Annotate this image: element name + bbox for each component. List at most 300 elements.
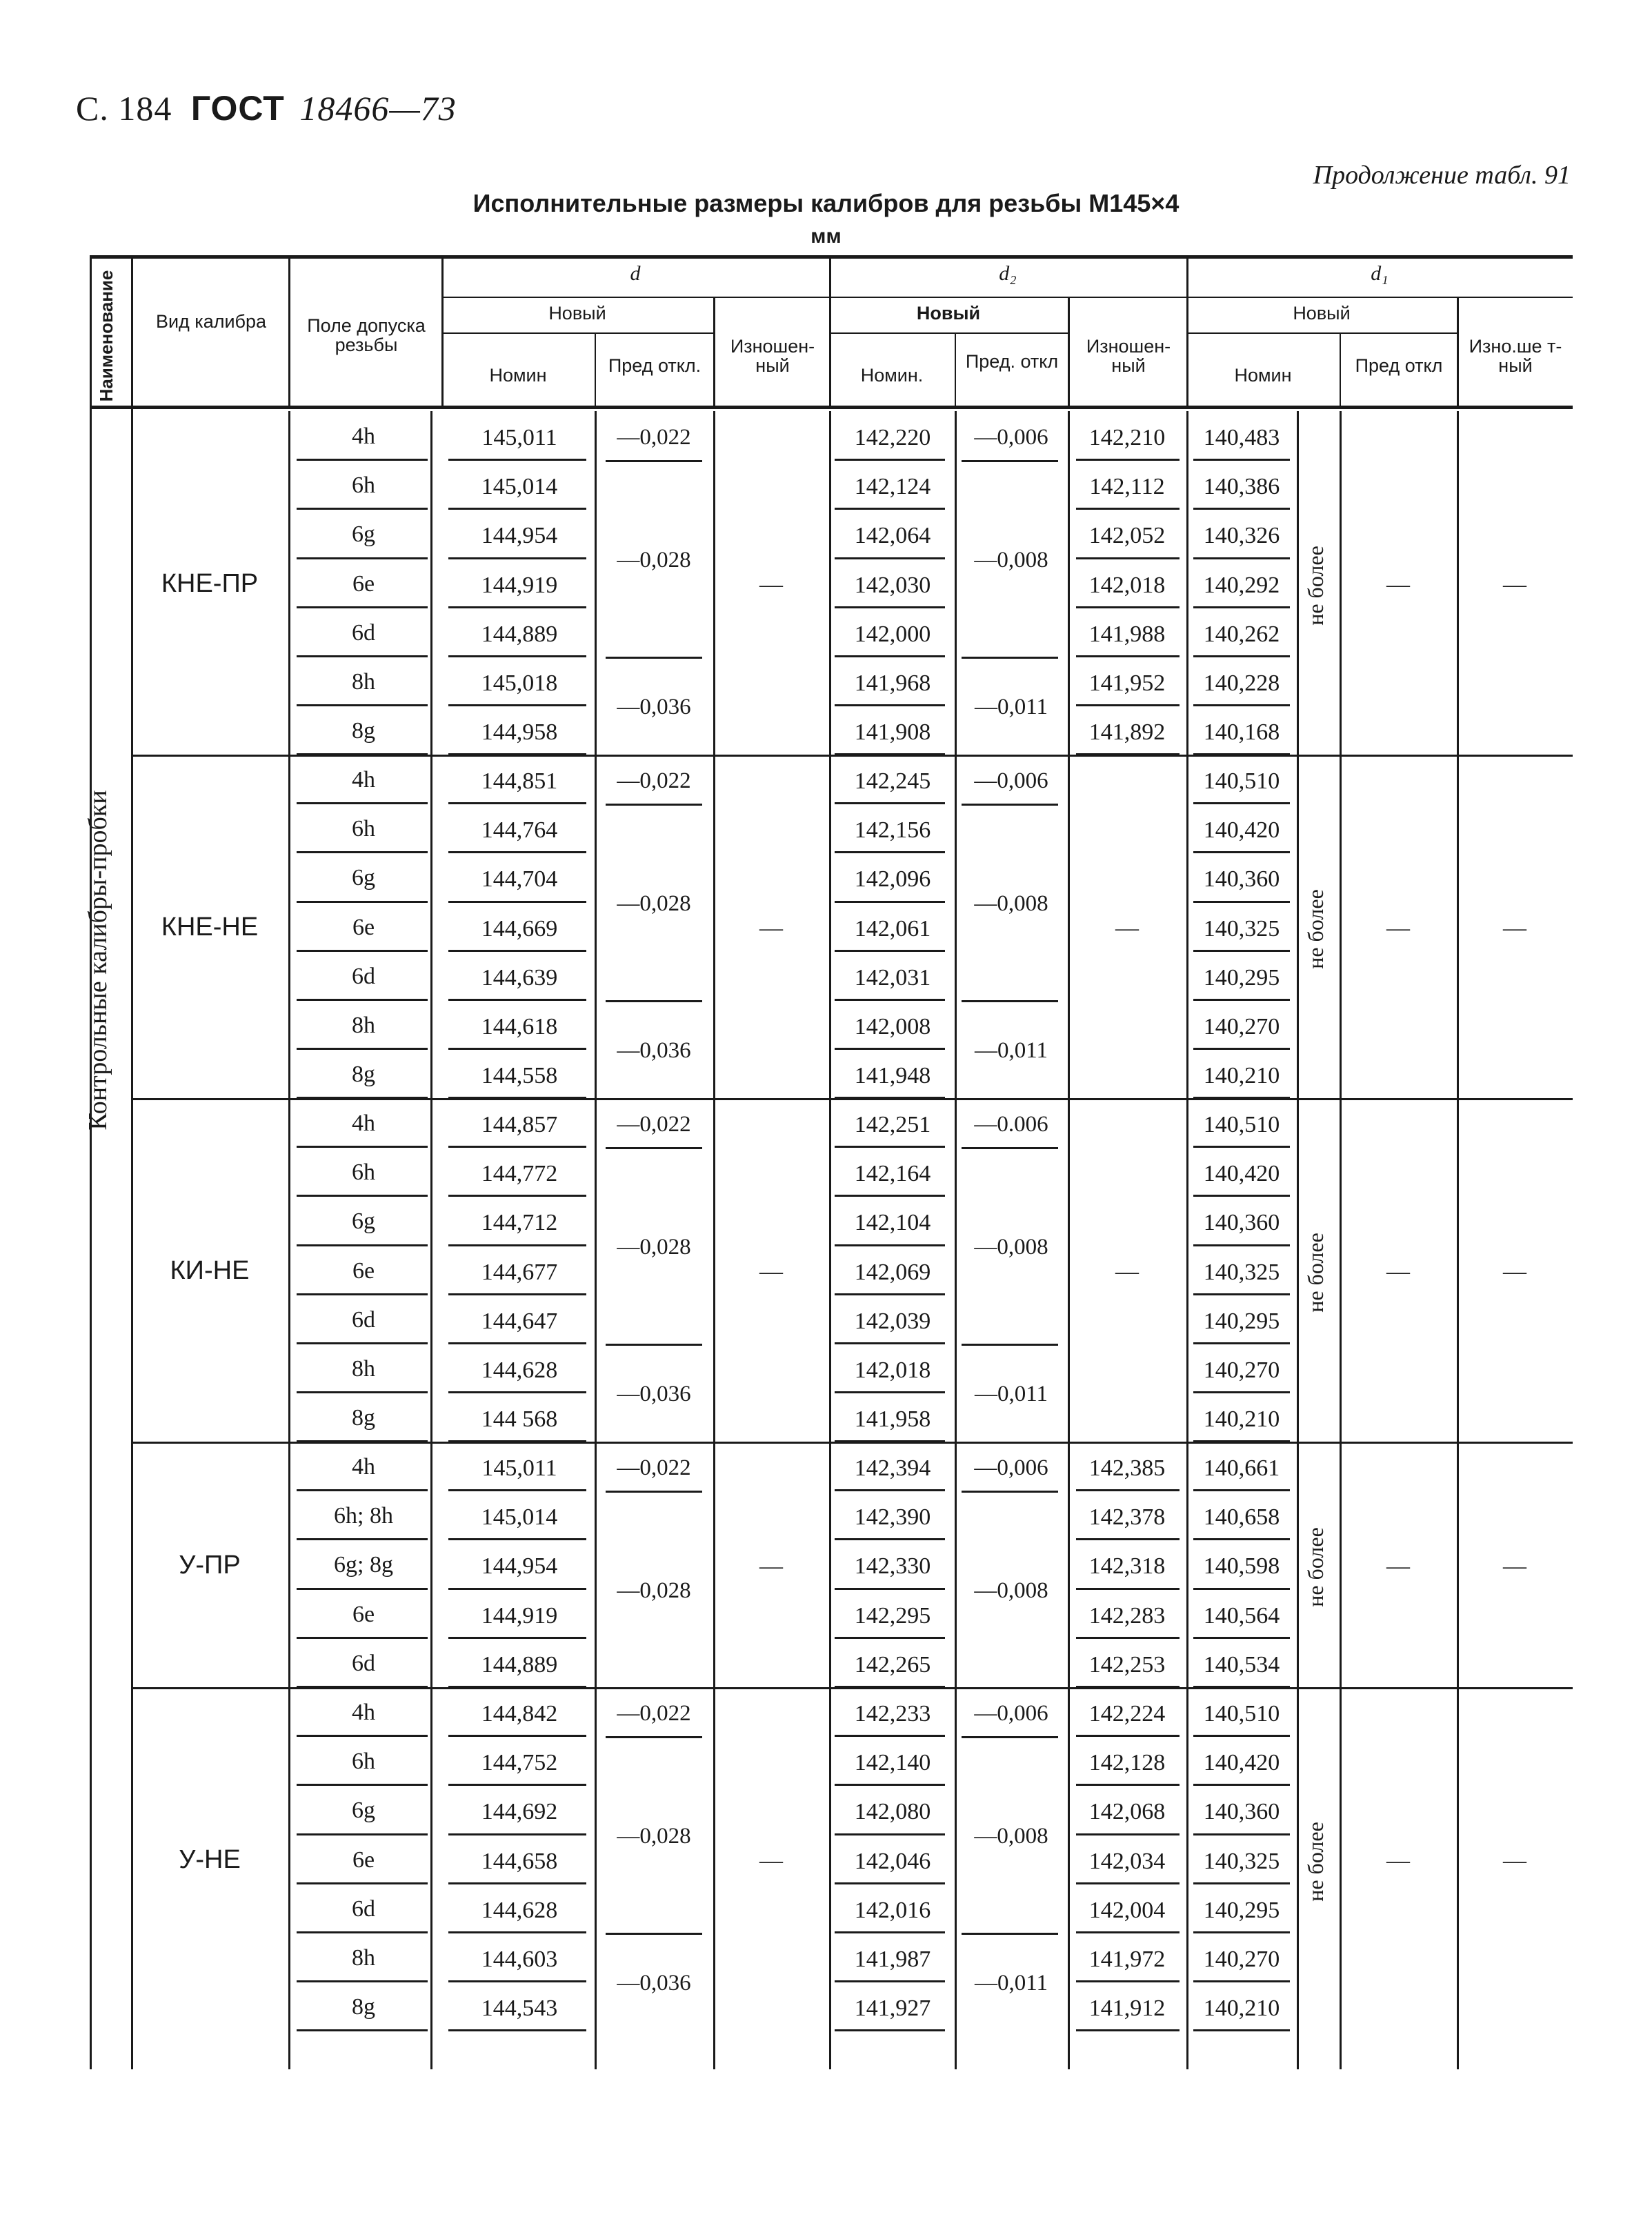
value-underline	[448, 606, 586, 608]
d-nominal-value: 144,889	[481, 621, 558, 647]
value-underline	[297, 950, 428, 952]
value-underline	[1193, 901, 1290, 903]
value-underline	[297, 1637, 428, 1639]
d2-nominal-value: 142,394	[854, 1455, 931, 1481]
d-nominal-value: 145,018	[481, 670, 558, 696]
d-deviation-value: —0,028	[617, 1578, 691, 1603]
value-underline	[1076, 1538, 1180, 1540]
value-underline	[1076, 1931, 1180, 1933]
value-underline	[1076, 704, 1180, 706]
d-deviation-value: —0,022	[617, 768, 691, 793]
unit-label: мм	[810, 225, 842, 248]
value-underline	[835, 950, 945, 952]
value-underline	[835, 1146, 945, 1148]
value-underline	[1076, 1588, 1180, 1590]
d2-nominal-value: 142,030	[854, 572, 931, 598]
d2-nominal-value: 142,245	[854, 768, 931, 794]
d2-nominal-value: 142,064	[854, 523, 931, 549]
value-underline	[1193, 1735, 1290, 1737]
d2-nominal-value: 142,039	[854, 1308, 931, 1334]
value-underline	[1193, 950, 1290, 952]
column-rule	[1297, 411, 1299, 2069]
value-underline	[448, 1784, 586, 1786]
value-underline	[1193, 1882, 1290, 1884]
d1-nominal-value: 140,510	[1203, 1112, 1280, 1137]
tolerance-field: 6h	[352, 816, 375, 842]
d1-nominal-value: 140,228	[1203, 670, 1280, 696]
d1-nominal-value: 140,661	[1203, 1455, 1280, 1481]
row-rule	[606, 1344, 702, 1346]
row-rule	[131, 1687, 1573, 1689]
column-rule	[829, 411, 831, 2069]
d1-nominal-value: 140,210	[1203, 1063, 1280, 1089]
value-underline	[1076, 508, 1180, 510]
tolerance-field: 8g	[352, 718, 375, 744]
d2-nominal-value: 141,948	[854, 1063, 931, 1089]
column-rule	[1457, 411, 1459, 2069]
d2-new: Новый	[916, 303, 981, 324]
d1-nominal-value: 140,360	[1203, 866, 1280, 893]
d-nominal-value: 144,857	[481, 1112, 558, 1137]
value-underline	[448, 1637, 586, 1639]
value-underline	[1076, 2029, 1180, 2031]
d1-nominal-value: 140,270	[1203, 1947, 1280, 1972]
standard-label: ГОСТ	[190, 89, 285, 128]
d-nominal-value: 145,014	[481, 474, 558, 500]
tolerance-field: 4h	[352, 767, 375, 793]
gauge-kind: КНЕ-НЕ	[161, 913, 259, 942]
tolerance-field: 8h	[352, 1945, 375, 1971]
value-underline	[835, 1735, 945, 1737]
value-underline	[835, 1048, 945, 1050]
tolerance-field: 6h	[352, 1749, 375, 1775]
d-deviation: Пред откл.	[608, 355, 701, 376]
tolerance-field: 6d	[352, 1895, 375, 1922]
d1-nominal-value: 140,598	[1203, 1553, 1280, 1580]
d2-deviation-value: —0,008	[974, 547, 1048, 573]
d1-nominal-value: 140,270	[1203, 1014, 1280, 1039]
column-rule	[1340, 411, 1342, 2069]
value-underline	[1193, 459, 1290, 461]
column-d1: d₁	[1371, 262, 1389, 285]
value-underline	[448, 1244, 586, 1246]
d1-nominal-value: 140,325	[1203, 1259, 1280, 1285]
d-nominal: Номин	[489, 365, 547, 386]
d1-nominal-value: 140,325	[1203, 1848, 1280, 1874]
value-underline	[1193, 508, 1290, 510]
d2-deviation-value: —0,008	[974, 1234, 1048, 1260]
d-deviation-value: —0,022	[617, 1455, 691, 1480]
column-rule	[713, 411, 715, 2069]
d-deviation-value: —0,036	[617, 695, 691, 720]
tolerance-field: 8g	[352, 1994, 375, 2020]
d2-worn-value: 142,068	[1088, 1799, 1166, 1825]
d2-nominal-value: 141,968	[854, 670, 931, 696]
row-rule	[962, 657, 1058, 659]
tolerance-field: 6e	[352, 1257, 375, 1284]
d2-nominal-value: 141,987	[854, 1947, 931, 1972]
d2-deviation-value: —0,006	[974, 1700, 1048, 1726]
value-underline	[1193, 1980, 1290, 1982]
d2-nominal-value: 142,104	[854, 1210, 931, 1236]
row-rule	[131, 755, 1573, 757]
d-worn-dash: —	[759, 1259, 783, 1285]
d2-nominal-value: 142,096	[854, 866, 931, 893]
d1-nominal-value: 140,210	[1203, 1406, 1280, 1433]
row-rule	[131, 1442, 1573, 1444]
not-more-label: не более	[1303, 889, 1328, 969]
value-underline	[1193, 1637, 1290, 1639]
d-nominal-value: 144,669	[481, 915, 558, 942]
value-underline	[448, 1489, 586, 1491]
value-underline	[297, 1538, 428, 1540]
value-underline	[835, 1637, 945, 1639]
d-nominal-value: 144,772	[481, 1161, 558, 1187]
tolerance-field: 6d	[352, 619, 375, 646]
d2-nominal-value: 142,018	[854, 1357, 931, 1383]
d2-worn-value: 141,892	[1088, 719, 1166, 746]
d2-worn-value: 142,004	[1088, 1897, 1166, 1923]
tolerance-field: 4h	[352, 1700, 375, 1725]
tolerance-field: 8g	[352, 1062, 375, 1088]
gauge-kind: КИ-НЕ	[170, 1256, 250, 1286]
d2-nominal-value: 142,164	[854, 1161, 931, 1187]
d2-worn-value: 142,034	[1088, 1848, 1166, 1874]
d2-deviation-value: —0.006	[974, 1111, 1048, 1137]
d1-nominal-value: 140,325	[1203, 915, 1280, 942]
value-underline	[297, 1293, 428, 1295]
d-nominal-value: 144,954	[481, 1553, 558, 1580]
d-worn: Изношен-ный	[730, 336, 815, 377]
d1-new: Новый	[1293, 303, 1351, 324]
d2-worn-value: 142,385	[1088, 1455, 1166, 1481]
d1-nominal-value: 140,564	[1203, 1602, 1280, 1629]
d2-deviation-value: —0,011	[974, 1038, 1048, 1064]
d-nominal-value: 144,618	[481, 1014, 558, 1039]
d2-deviation-value: —0,006	[974, 424, 1048, 450]
d2-nominal-value: 142,251	[854, 1112, 931, 1137]
gauge-kind: У-НЕ	[179, 1845, 241, 1875]
d2-nominal-value: 142,061	[854, 915, 931, 942]
value-underline	[835, 1538, 945, 1540]
d2-worn-value: 142,052	[1088, 523, 1166, 549]
value-underline	[1193, 1931, 1290, 1933]
d2-nominal-value: 142,156	[854, 817, 931, 844]
value-underline	[448, 1293, 586, 1295]
value-underline	[297, 999, 428, 1001]
tolerance-field: 6d	[352, 963, 375, 989]
d2-nominal-value: 142,031	[854, 964, 931, 991]
row-rule	[606, 1491, 702, 1493]
tolerance-field: 4h	[352, 424, 375, 449]
tolerance-field: 6g	[352, 865, 375, 891]
value-underline	[297, 1784, 428, 1786]
value-underline	[1193, 1833, 1290, 1835]
d1-deviation-dash: —	[1386, 572, 1410, 598]
value-underline	[1076, 1980, 1180, 1982]
value-underline	[297, 1489, 428, 1491]
tolerance-field: 6e	[352, 914, 375, 940]
d2-nominal-value: 141,927	[854, 1996, 931, 2022]
value-underline	[448, 999, 586, 1001]
d-new: Новый	[548, 303, 606, 324]
d2-nominal-value: 142,008	[854, 1014, 931, 1039]
d1-worn-dash: —	[1503, 1259, 1526, 1285]
value-underline	[835, 704, 945, 706]
tolerance-field: 6g	[352, 521, 375, 548]
standard-number: 18466—73	[299, 89, 457, 128]
page-number: С. 184	[76, 89, 172, 128]
d-deviation-value: —0,022	[617, 424, 691, 450]
tolerance-field: 8g	[352, 1405, 375, 1431]
d-nominal-value: 144,889	[481, 1651, 558, 1678]
d2-worn: Изношен-ный	[1086, 336, 1171, 377]
value-underline	[448, 802, 586, 804]
tolerance-field: 6g	[352, 1208, 375, 1235]
not-more-label: не более	[1303, 1527, 1328, 1607]
column-rule	[1186, 411, 1188, 2069]
d1-nominal-value: 140,420	[1203, 1750, 1280, 1776]
column-d2: d₂	[999, 262, 1017, 285]
d1-nominal-value: 140,420	[1203, 817, 1280, 844]
value-underline	[297, 1931, 428, 1933]
value-underline	[448, 1931, 586, 1933]
d1-nominal-value: 140,295	[1203, 1308, 1280, 1334]
page-header	[76, 88, 457, 128]
tolerance-field: 8h	[352, 1356, 375, 1382]
row-rule	[962, 1344, 1058, 1346]
column-rule	[955, 411, 957, 2069]
d-deviation-value: —0,022	[617, 1700, 691, 1726]
row-rule	[962, 1000, 1058, 1002]
d1-nominal-value: 140,270	[1203, 1357, 1280, 1383]
d-nominal-value: 144,603	[481, 1947, 558, 1972]
d2-nominal-value: 142,046	[854, 1848, 931, 1874]
d-nominal-value: 144,958	[481, 719, 558, 746]
d1-worn-dash: —	[1503, 1848, 1526, 1874]
tolerance-field: 6g; 8g	[334, 1552, 393, 1578]
d2-worn-dash: —	[1115, 915, 1139, 942]
value-underline	[297, 802, 428, 804]
value-underline	[835, 557, 945, 559]
value-underline	[835, 1588, 945, 1590]
row-rule	[131, 1098, 1573, 1100]
d2-nominal-value: 142,016	[854, 1897, 931, 1923]
value-underline	[1193, 1489, 1290, 1491]
d2-nominal-value: 142,265	[854, 1651, 931, 1678]
d1-nominal-value: 140,262	[1203, 621, 1280, 647]
d1-nominal-value: 140,483	[1203, 425, 1280, 450]
d2-worn-value: 142,210	[1088, 425, 1166, 450]
value-underline	[448, 851, 586, 853]
value-underline	[1193, 802, 1290, 804]
value-underline	[297, 901, 428, 903]
value-underline	[1076, 1735, 1180, 1737]
d1-nominal-value: 140,510	[1203, 1701, 1280, 1726]
d1-nominal-value: 140,658	[1203, 1504, 1280, 1531]
value-underline	[297, 1048, 428, 1050]
value-underline	[448, 557, 586, 559]
value-underline	[1193, 704, 1290, 706]
tolerance-field: 4h	[352, 1454, 375, 1480]
d1-deviation-dash: —	[1386, 1848, 1410, 1874]
value-underline	[448, 1882, 586, 1884]
d2-worn-value: 142,224	[1088, 1701, 1166, 1726]
value-underline	[297, 1146, 428, 1148]
d-deviation-value: —0,028	[617, 890, 691, 916]
value-underline	[1193, 1342, 1290, 1344]
row-rule	[962, 1147, 1058, 1149]
value-underline	[1193, 851, 1290, 853]
value-underline	[835, 802, 945, 804]
value-underline	[835, 1882, 945, 1884]
value-underline	[1193, 2029, 1290, 2031]
value-underline	[835, 1293, 945, 1295]
tolerance-field: 6e	[352, 1847, 375, 1873]
value-underline	[297, 1980, 428, 1982]
d-nominal-value: 144,842	[481, 1701, 558, 1726]
tolerance-field: 6h	[352, 472, 375, 499]
d1-deviation-dash: —	[1386, 1259, 1410, 1285]
value-underline	[448, 1195, 586, 1197]
d-nominal-value: 145,011	[481, 1455, 557, 1481]
d2-nominal-value: 142,220	[854, 425, 931, 450]
d2-nominal-value: 142,000	[854, 621, 931, 647]
d-nominal-value: 144,764	[481, 817, 558, 844]
d2-worn-value: 141,952	[1088, 670, 1166, 696]
d-nominal-value: 144,677	[481, 1259, 558, 1285]
d1-nominal-value: 140,295	[1203, 1897, 1280, 1923]
value-underline	[835, 606, 945, 608]
not-more-label: не более	[1303, 546, 1328, 626]
d2-deviation: Пред. откл	[965, 351, 1059, 372]
value-underline	[448, 459, 586, 461]
d1-worn: Изно.ше т-ный	[1469, 336, 1562, 377]
gauge-kind: КНЕ-ПР	[161, 569, 259, 599]
d2-worn-value: 142,112	[1089, 474, 1165, 500]
row-rule	[962, 804, 1058, 806]
value-underline	[835, 1833, 945, 1835]
d-worn-dash: —	[759, 1553, 783, 1579]
d-worn-dash: —	[759, 1848, 783, 1874]
value-underline	[448, 901, 586, 903]
d1-nominal-value: 140,420	[1203, 1161, 1280, 1187]
value-underline	[1193, 1048, 1290, 1050]
d2-worn-value: 142,128	[1088, 1750, 1166, 1776]
d2-worn-dash: —	[1115, 1259, 1139, 1285]
d2-nominal-value: 142,330	[854, 1553, 931, 1580]
d1-nominal-value: 140,295	[1203, 964, 1280, 991]
value-underline	[835, 901, 945, 903]
d1-nominal-value: 140,534	[1203, 1651, 1280, 1678]
d-nominal-value: 144,851	[481, 768, 558, 794]
value-underline	[297, 851, 428, 853]
tolerance-field: 6g	[352, 1798, 375, 1824]
row-rule	[962, 1736, 1058, 1738]
d1-nominal-value: 140,386	[1203, 474, 1280, 500]
row-rule	[606, 1933, 702, 1935]
value-underline	[297, 1195, 428, 1197]
row-rule	[962, 1491, 1058, 1493]
d2-deviation-value: —0,006	[974, 768, 1048, 793]
row-rule	[606, 1736, 702, 1738]
value-underline	[1193, 1195, 1290, 1197]
tolerance-field: 8h	[352, 1013, 375, 1038]
d-nominal-value: 145,014	[481, 1504, 558, 1531]
value-underline	[835, 1980, 945, 1982]
value-underline	[1076, 1637, 1180, 1639]
tolerance-field: 6d	[352, 1306, 375, 1333]
value-underline	[448, 1735, 586, 1737]
column-rule	[288, 411, 290, 2069]
d1-nominal: Номин	[1234, 365, 1292, 386]
value-underline	[1076, 557, 1180, 559]
d1-deviation-dash: —	[1386, 1553, 1410, 1579]
column-kind: Вид калибра	[155, 311, 267, 332]
d-nominal-value: 144,647	[481, 1308, 558, 1334]
value-underline	[297, 1588, 428, 1590]
tolerance-field: 4h	[352, 1111, 375, 1136]
d-deviation-value: —0,028	[617, 547, 691, 573]
row-rule	[962, 1933, 1058, 1935]
d-worn-dash: —	[759, 572, 783, 598]
value-underline	[835, 1784, 945, 1786]
value-underline	[835, 655, 945, 657]
value-underline	[835, 1931, 945, 1933]
value-underline	[448, 2029, 586, 2031]
value-underline	[297, 1833, 428, 1835]
d2-deviation-value: —0,011	[974, 1971, 1048, 1996]
value-underline	[1193, 1146, 1290, 1148]
d1-nominal-value: 140,292	[1203, 572, 1280, 598]
d2-deviation-value: —0,008	[974, 1578, 1048, 1603]
d-nominal-value: 144,954	[481, 523, 558, 549]
d2-worn-value: 142,253	[1088, 1651, 1166, 1678]
d1-worn-dash: —	[1503, 572, 1526, 598]
d2-worn-value: 141,972	[1088, 1947, 1166, 1972]
tolerance-field: 6h; 8h	[334, 1503, 393, 1529]
value-underline	[835, 1244, 945, 1246]
value-underline	[448, 1588, 586, 1590]
value-underline	[448, 1538, 586, 1540]
d-nominal-value: 144,752	[481, 1750, 558, 1776]
value-underline	[1193, 1588, 1290, 1590]
d-worn-dash: —	[759, 915, 783, 942]
d-nominal-value: 144,919	[481, 572, 558, 598]
value-underline	[297, 557, 428, 559]
column-tolerance-field: Поле допуска резьбы	[307, 315, 426, 356]
d2-worn-value: 142,283	[1088, 1602, 1166, 1629]
d1-nominal-value: 140,168	[1203, 719, 1280, 746]
value-underline	[297, 606, 428, 608]
value-underline	[1193, 1293, 1290, 1295]
d1-worn-dash: —	[1503, 1553, 1526, 1579]
tolerance-field: 8h	[352, 669, 375, 695]
value-underline	[835, 508, 945, 510]
d2-nominal-value: 142,140	[854, 1750, 931, 1776]
value-underline	[835, 2029, 945, 2031]
value-underline	[1076, 655, 1180, 657]
value-underline	[297, 1735, 428, 1737]
value-underline	[297, 508, 428, 510]
value-underline	[297, 2029, 428, 2031]
column-d: d	[630, 262, 641, 285]
value-underline	[448, 1342, 586, 1344]
not-more-label: не более	[1303, 1822, 1328, 1902]
value-underline	[1193, 999, 1290, 1001]
d-nominal-value: 144,628	[481, 1357, 558, 1383]
row-rule	[606, 1147, 702, 1149]
